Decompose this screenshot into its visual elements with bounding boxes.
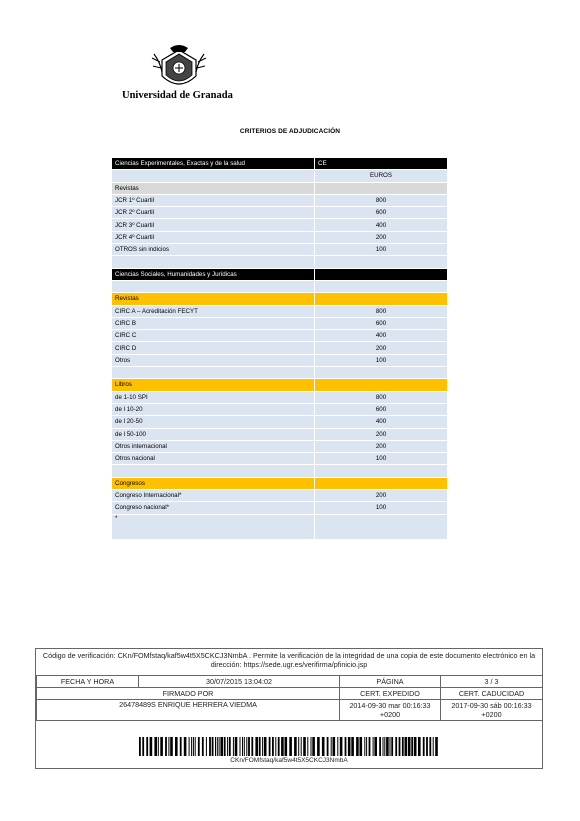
barcode-bar	[269, 737, 271, 756]
barcode-bar	[374, 737, 377, 756]
table-row	[112, 440, 448, 452]
barcode-bar	[217, 737, 218, 756]
row-label: Otros nacional	[112, 453, 315, 465]
barcode-bar	[351, 737, 354, 756]
barcode-bar	[383, 737, 384, 756]
barcode-bar	[233, 737, 234, 756]
barcode-bar	[373, 737, 374, 756]
row-label: Ciencias Sociales, Humanidades y Jurídicas	[112, 268, 315, 280]
barcode-bar	[168, 737, 169, 756]
barcode-bar	[244, 737, 245, 756]
table-row	[112, 330, 448, 342]
row-value: 600	[315, 207, 448, 219]
barcode-bar	[195, 737, 196, 756]
barcode-bar	[255, 737, 258, 756]
table-row	[112, 305, 448, 317]
barcode-bar	[264, 737, 267, 756]
barcode-bar	[272, 737, 274, 756]
table-row	[112, 354, 448, 366]
barcode-bar	[224, 737, 226, 756]
barcode-bar	[142, 737, 144, 756]
row-value	[315, 465, 448, 477]
barcode-bar	[158, 737, 159, 756]
barcode-bar	[298, 737, 299, 756]
table-row	[112, 158, 448, 170]
barcode-bar	[395, 737, 397, 756]
expedido-label: CERT. EXPEDIDO	[340, 688, 441, 700]
row-value	[315, 293, 448, 305]
barcode-bar	[331, 737, 332, 756]
university-name: Universidad de Granada	[122, 90, 233, 101]
barcode-text: CKn/FOMfstaq/kaf5w4t5X5CKCJ3NmbA	[230, 757, 348, 764]
barcode-bar	[240, 737, 241, 756]
table-row	[112, 268, 448, 280]
barcode-bar	[303, 737, 306, 756]
row-label	[112, 367, 315, 379]
barcode-bar	[184, 737, 187, 756]
barcode-bar	[369, 737, 371, 756]
barcode-bar	[384, 737, 385, 756]
row-value	[315, 268, 448, 280]
barcode-bar	[312, 737, 315, 756]
signature-grid	[36, 675, 543, 721]
barcode-bar	[248, 737, 250, 756]
barcode-bar	[294, 737, 297, 756]
barcode-bar	[150, 737, 153, 756]
row-value: 100	[315, 244, 448, 256]
fecha-label: FECHA Y HORA	[37, 676, 139, 688]
barcode-bar	[212, 737, 214, 756]
barcode-bar	[333, 737, 336, 756]
row-value: 600	[315, 317, 448, 329]
row-value	[315, 256, 448, 268]
barcode-bar	[311, 737, 312, 756]
barcode-bar	[278, 737, 280, 756]
row-label: Congresos	[112, 477, 315, 489]
row-value: 200	[315, 342, 448, 354]
row-value: 100	[315, 453, 448, 465]
row-label: JCR 3º Cuartil	[112, 219, 315, 231]
table-row	[112, 280, 448, 292]
barcode-bar	[366, 737, 367, 756]
row-value: 600	[315, 403, 448, 415]
barcode-bar	[411, 737, 413, 756]
barcode-bar	[202, 737, 204, 756]
row-label: JCR 1º Cuartil	[112, 194, 315, 206]
barcode-bar	[408, 737, 411, 756]
row-value: 400	[315, 219, 448, 231]
barcode-bar	[160, 737, 163, 756]
row-label: Libros	[112, 379, 315, 391]
row-label: de 1-10 SPI	[112, 391, 315, 403]
barcode-bar	[209, 737, 211, 756]
row-value: 100	[315, 354, 448, 366]
row-value	[315, 379, 448, 391]
pagina-value: 3 / 3	[441, 676, 543, 688]
row-label: de l 20-50	[112, 416, 315, 428]
barcode-bar	[317, 737, 320, 756]
barcode-bar	[206, 737, 207, 756]
table-row	[112, 477, 448, 489]
row-label: Revistas	[112, 293, 315, 305]
barcode-bar	[337, 737, 338, 756]
barcode-bar	[418, 737, 421, 756]
verification-box	[35, 648, 543, 769]
barcode-bar	[198, 737, 200, 756]
row-label: CIRC D	[112, 342, 315, 354]
row-label	[112, 465, 315, 477]
row-label: de l 50-100	[112, 428, 315, 440]
row-label: Revistas	[112, 182, 315, 194]
table-row	[112, 428, 448, 440]
barcode-bar	[289, 737, 292, 756]
barcode-bar	[348, 737, 351, 756]
row-value: 100	[315, 502, 448, 514]
pagina-label: PÁGINA	[340, 676, 441, 688]
row-label	[112, 170, 315, 182]
barcode-bar	[189, 737, 190, 756]
barcode-bar	[402, 737, 404, 756]
barcode-bar	[242, 737, 243, 756]
barcode-bar	[399, 737, 401, 756]
barcode-bar	[139, 737, 141, 756]
barcode	[139, 737, 439, 756]
table-row	[112, 293, 448, 305]
barcode-bar	[165, 737, 167, 756]
table-row	[112, 416, 448, 428]
barcode-bar	[262, 737, 263, 756]
table-row	[112, 317, 448, 329]
barcode-bar	[379, 737, 381, 756]
barcode-bar	[360, 737, 363, 756]
barcode-bar	[356, 737, 359, 756]
row-label: Otros	[112, 354, 315, 366]
table-row	[112, 231, 448, 243]
barcode-bar	[285, 737, 288, 756]
barcode-bar	[251, 737, 253, 756]
barcode-bar	[215, 737, 216, 756]
barcode-bar	[259, 737, 261, 756]
barcode-bar	[154, 737, 157, 756]
barcode-bar	[235, 737, 238, 756]
barcode-bar	[322, 737, 325, 756]
row-label: OTROS sin indicios	[112, 244, 315, 256]
barcode-bar	[180, 737, 182, 756]
row-value: 200	[315, 231, 448, 243]
table-row	[112, 194, 448, 206]
expedido-value: 2014-09-30 mar 00:16:33 +0200	[340, 700, 441, 721]
table-row	[112, 514, 448, 539]
barcode-bar	[364, 737, 365, 756]
row-value: EUROS	[315, 170, 448, 182]
barcode-bar	[429, 737, 431, 756]
row-label: *	[112, 514, 315, 539]
row-value	[315, 280, 448, 292]
barcode-bar	[426, 737, 428, 756]
row-value: 800	[315, 305, 448, 317]
row-label: CIRC B	[112, 317, 315, 329]
caducidad-label: CERT. CADUCIDAD	[441, 688, 543, 700]
table-row	[112, 244, 448, 256]
barcode-bar	[423, 737, 425, 756]
barcode-bar	[229, 737, 231, 756]
table-row	[112, 453, 448, 465]
barcode-bar	[390, 737, 391, 756]
row-label: JCR 4º Cuartil	[112, 231, 315, 243]
barcode-bar	[281, 737, 284, 756]
barcode-bar	[327, 737, 329, 756]
caducidad-value: 2017-09-30 sáb 00:16:33 +0200	[441, 700, 543, 721]
barcode-bar	[191, 737, 192, 756]
row-value: 200	[315, 428, 448, 440]
firmado-label: FIRMADO POR	[37, 688, 340, 700]
row-value	[315, 514, 448, 539]
barcode-bar	[175, 737, 178, 756]
table-row	[112, 403, 448, 415]
barcode-bar	[193, 737, 194, 756]
table-row	[112, 342, 448, 354]
row-value	[315, 477, 448, 489]
table-row	[112, 219, 448, 231]
row-value: 200	[315, 490, 448, 502]
barcode-bar	[414, 737, 417, 756]
document-title: CRITERIOS DE ADJUDICACIÓN	[239, 128, 341, 135]
barcode-bar	[391, 737, 393, 756]
verification-code-text: Código de verificación: CKn/FOMfstaq/kaf5w4t5X5CKCJ3NmbA . Permite la verificación de la integridad de una copia de este documento electrónico en la dirección: https://sede.ugr.es/verifirma/pfinicio.jsp	[42, 651, 536, 669]
criteria-table	[111, 157, 448, 540]
barcode-bar	[275, 737, 276, 756]
table-row	[112, 367, 448, 379]
barcode-bar	[246, 737, 247, 756]
barcode-bar	[433, 737, 434, 756]
table-row	[112, 391, 448, 403]
barcode-bar	[219, 737, 220, 756]
table-row	[112, 502, 448, 514]
row-label: JCR 2º Cuartil	[112, 207, 315, 219]
barcode-bar	[307, 737, 308, 756]
barcode-bar	[435, 737, 438, 756]
barcode-bar	[345, 737, 347, 756]
table-row	[112, 465, 448, 477]
row-value: 400	[315, 416, 448, 428]
barcode-bar	[386, 737, 389, 756]
row-label: CIRC A – Acreditación FECYT	[112, 305, 315, 317]
barcode-bar	[146, 737, 148, 756]
fecha-value: 30/07/2015 13:04:02	[139, 676, 340, 688]
row-value: 400	[315, 330, 448, 342]
row-value: 800	[315, 391, 448, 403]
barcode-bar	[227, 737, 228, 756]
row-label	[112, 256, 315, 268]
university-crest-logo	[150, 44, 208, 94]
table-row	[112, 170, 448, 182]
row-label: CIRC C	[112, 330, 315, 342]
table-row	[112, 379, 448, 391]
row-value: 800	[315, 194, 448, 206]
barcode-bar	[170, 737, 173, 756]
table-row	[112, 207, 448, 219]
row-value: CE	[315, 158, 448, 170]
signer-name: 26478489S ENRIQUE HERRERA VIEDMA	[37, 700, 340, 721]
row-label	[112, 280, 315, 292]
barcode-bar	[405, 737, 408, 756]
row-label: Otros internacional	[112, 440, 315, 452]
row-value	[315, 367, 448, 379]
row-label: Ciencias Experimentales, Exactas y de la salud	[112, 158, 315, 170]
row-value	[315, 182, 448, 194]
row-label: Congreso nacional*	[112, 502, 315, 514]
barcode-bar	[340, 737, 343, 756]
row-value: 200	[315, 440, 448, 452]
barcode-bar	[220, 737, 223, 756]
table-row	[112, 490, 448, 502]
row-label: de l 10-20	[112, 403, 315, 415]
table-row	[112, 256, 448, 268]
table-row	[112, 182, 448, 194]
barcode-bar	[301, 737, 302, 756]
row-label: Congreso Internacional*	[112, 490, 315, 502]
